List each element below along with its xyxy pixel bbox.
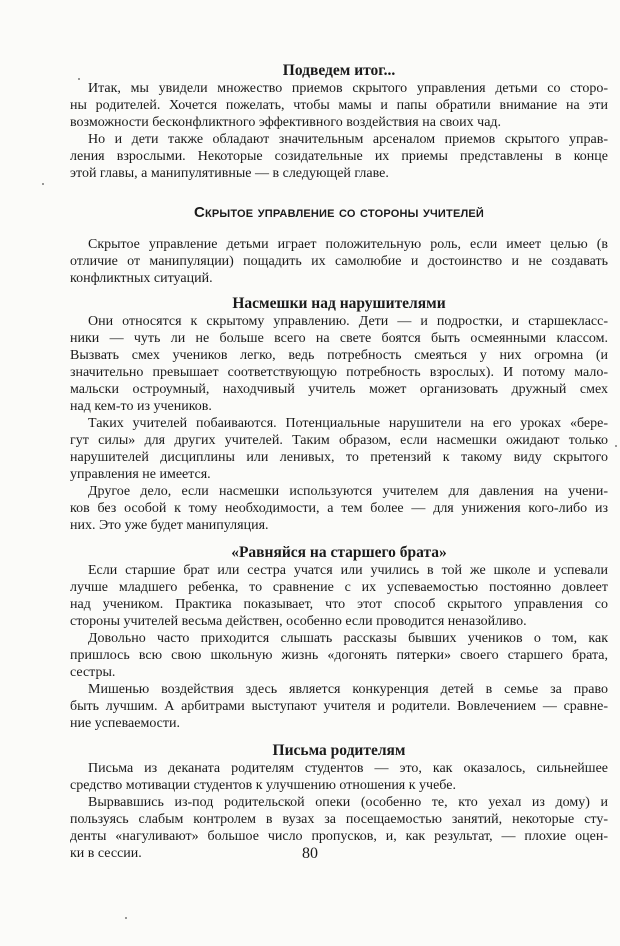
section-gap (70, 182, 608, 204)
text-line: Другое дело, если насмешки используются учителем для давления на учени- (88, 484, 608, 499)
text-line: нарушителей дисциплины или ленивых, то претензий к такому виду скрытого (70, 450, 608, 465)
text-line: над кем-то из учеников. (70, 399, 212, 414)
paragraph (70, 760, 608, 794)
text-line: конфликтных ситуаций. (70, 271, 213, 286)
text-line: Скрытое управление детьми играет положительную роль, если имеет целью (в (88, 237, 608, 252)
text-line: гут силы» для других учителей. Таким образом, если насмешки ожидают только (70, 433, 608, 448)
scan-speck (42, 183, 44, 185)
paragraph (70, 562, 608, 630)
text-line: Вырвавшись из-под родительской опеки (особенно те, кто уехал из дому) и (88, 795, 608, 810)
text-line: ники — чуть ли не больше всего на свете боятся быть осмеянными классом. (70, 331, 608, 346)
text-line: возможности бесконфликтного эффективного воздействия на своих чад. (70, 115, 502, 130)
page-number: 80 (302, 845, 318, 862)
text-line: средство мотивации студентов к улучшению отношения к учебе. (70, 778, 456, 793)
scan-speck (78, 78, 80, 80)
text-line: Итак, мы увидели множество приемов скрытого управления детьми со сторо- (88, 81, 608, 96)
paragraph (70, 681, 608, 732)
text-line: лучше младшего ребенка, то сравнение с их успеваемостью постоянно довлеет (70, 580, 608, 595)
text-line: Но и дети также обладают значительным арсеналом приемов скрытого управ- (88, 132, 608, 147)
text-line: управления не имеется. (70, 467, 211, 482)
text-line: над учеником. Практика показывает, что этот способ скрытого управления со (70, 597, 608, 612)
text-line: Они относятся к скрытому управлению. Дети — и подростки, и старшекласс- (88, 314, 608, 329)
text-line: отличие от манипуляции) пощадить их самолюбие и достоинство и не создавать (70, 254, 608, 269)
text-line: сестры. (70, 665, 116, 680)
text-line: ние успеваемости. (70, 716, 181, 731)
text-line: ны родителей. Хочется пожелать, чтобы мамы и папы обратили внимание на эти (70, 98, 608, 113)
section-heading: Подведем итог... (282, 62, 396, 79)
text-line: пользуясь слабым контролем в вузах за посещаемостью занятий, некоторые сту- (70, 812, 608, 827)
text-line: быть лучшим. А арбитрами выступают учителя и родители. Вовлечением — сравне- (70, 699, 608, 714)
text-line: стороны учителей весьма действен, особенно если проводится неназойливо. (70, 614, 527, 629)
section-heading: «Равняйся на старшего брата» (231, 544, 447, 561)
paragraph (70, 313, 608, 415)
paragraph (70, 630, 608, 681)
paragraph (70, 131, 608, 182)
text-line: ки в сессии. (70, 846, 142, 861)
text-line: пришлось всю свою школьную жизнь «догонять пятерки» своего старшего брата, (70, 648, 608, 663)
text-line: этой главы, а манипулятивные — в следующей главе. (70, 166, 389, 181)
section-heading: Письма родителям (272, 742, 406, 759)
text-line: ления взрослыми. Некоторые созидательные их приемы представлены в конце (70, 149, 608, 164)
text-line: ков без особой к тому необходимости, а тем более — для унижения кого-либо из (70, 501, 608, 516)
text-line: Таких учителей побаиваются. Потенциальные нарушители на его уроках «бере- (88, 416, 608, 431)
section-heading: Скрытое управление со стороны учителей (193, 204, 485, 221)
text-line: Довольно часто приходится слышать рассказы бывших учеников о том, как (88, 631, 608, 646)
paragraph (70, 80, 608, 131)
text-line: Если старшие брат или сестра учатся или учились в той же школе и успевали (88, 563, 608, 578)
paragraph (70, 483, 608, 534)
text-line: Вызвать смех учеников легко, ведь потребность смеяться у них огромна (и (70, 348, 608, 363)
text-line: Мишенью воздействия здесь является конкуренция детей в семье за право (88, 682, 608, 697)
text-line: денты «нагуливают» большое число пропусков, и, как результат, — плохие оцен- (70, 829, 608, 844)
scan-speck (125, 917, 127, 919)
text-line: мальски остроумный, находчивый учитель может организовать дружный смех (70, 382, 608, 397)
section-heading: Насмешки над нарушителями (232, 295, 446, 312)
paragraph (70, 236, 608, 287)
section-gap (70, 534, 608, 544)
scan-speck (615, 445, 617, 447)
heading-gap (70, 222, 608, 236)
text-line: значительно превышает соответствующую потребность взрослых). И потому мало- (70, 365, 608, 380)
paragraph (70, 415, 608, 483)
section-gap (70, 287, 608, 295)
section-gap (70, 732, 608, 742)
document-page (70, 62, 608, 862)
text-line: Письма из деканата родителям студентов — это, как оказалось, сильнейшее (88, 761, 608, 776)
text-line: них. Это уже будет манипуляция. (70, 518, 269, 533)
